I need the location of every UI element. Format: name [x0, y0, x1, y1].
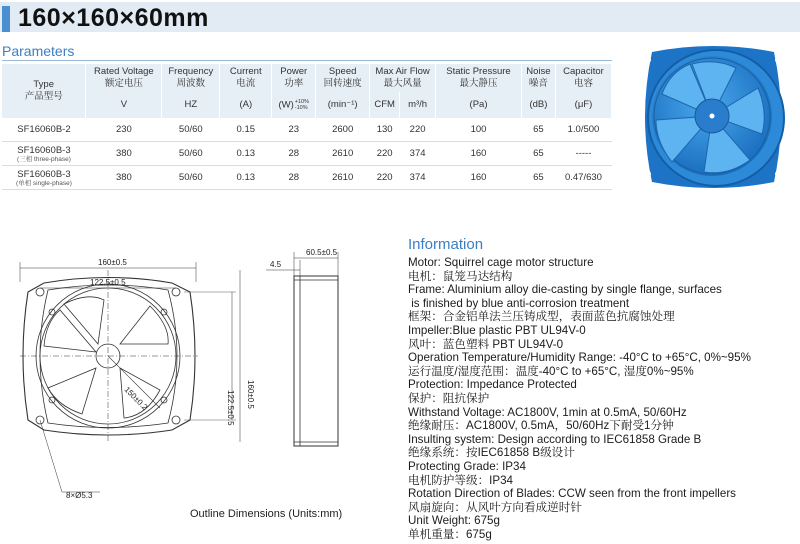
unit-cfm: CFM: [370, 92, 400, 118]
info-line: 绝缘耐压：AC1800V, 0.5mA，50/60Hz下耐受1分钟: [408, 419, 674, 433]
info-line: Protection: Impedance Protected: [408, 378, 577, 392]
dim-122-right: 122.5±0.5: [226, 390, 235, 426]
col-noise: Noise 噪音: [521, 64, 555, 92]
info-line: 保护：阻抗保护: [408, 391, 490, 405]
col-airflow: Max Air Flow 最大风量: [370, 64, 436, 92]
info-line: Impeller:Blue plastic PBT UL94V-0: [408, 323, 586, 337]
info-line: 风叶：蓝色塑料 PBT UL94V-0: [408, 337, 564, 351]
info-line: Insulting system: Design according to IEC61858 Grade B: [408, 432, 702, 446]
info-line: 绝缘系统：按IEC61858 B级设计: [408, 446, 575, 460]
unit-pressure: (Pa): [436, 92, 522, 118]
dim-60-side: 60.5±0.5: [306, 248, 338, 257]
information-list: [408, 256, 751, 541]
info-line: Protecting Grade: IP34: [408, 459, 526, 473]
dim-122-top: 122.5±0.5: [90, 278, 126, 287]
info-line: Rotation Direction of Blades: CCW seen from the front impellers: [408, 487, 736, 501]
page-title: 160×160×60mm: [18, 4, 209, 32]
information-heading: Information: [408, 236, 484, 253]
col-speed: Speed 回转速度: [316, 64, 370, 92]
col-current: Current 电流: [220, 64, 272, 92]
info-line: Motor: Squirrel cage motor structure: [408, 256, 594, 269]
col-frequency: Frequency 周波数: [162, 64, 220, 92]
outline-drawing: [0, 240, 400, 544]
col-voltage: Rated Voltage 额定电压: [86, 64, 162, 92]
title-accent: [2, 6, 10, 32]
col-capacitor: Capacitor 电容: [555, 64, 611, 92]
unit-noise: (dB): [521, 92, 555, 118]
info-line: 风扇旋向：从风叶方向看成逆时针: [408, 500, 582, 514]
unit-speed: (min⁻¹): [316, 92, 370, 118]
dim-150-diameter: 150±0.2: [122, 385, 150, 412]
dim-holes: 8×Ø5.3: [66, 491, 93, 500]
col-type: Type 产品型号: [2, 64, 86, 118]
info-line: 电机防护等级：IP34: [408, 473, 514, 487]
info-line: Operation Temperature/Humidity Range: -40°C to +65°C, 0%~95%: [408, 351, 751, 365]
table-row: SF16060B-3 (三相 three-phase) 380 50/60 0.13 28 2610 220 374 160 65 -----: [2, 142, 612, 166]
info-line: 运行温度/湿度范围：温度-40°C to +65°C, 湿度0%~95%: [408, 364, 694, 378]
table-row: SF16060B-3 (单相 single-phase) 380 50/60 0.13 28 2610 220 374 160 65 0.47/630: [2, 166, 612, 190]
unit-capacitor: (μF): [555, 92, 611, 118]
col-pressure: Static Pressure 最大静压: [436, 64, 522, 92]
info-line: is finished by blue anti-corrosion treatment: [408, 296, 630, 310]
dim-160-top: 160±0.5: [98, 258, 127, 267]
parameters-table: [2, 64, 612, 190]
dim-4-5-side: 4.5: [270, 260, 282, 269]
info-line: Frame: Aluminium alloy die-casting by single flange, surfaces: [408, 283, 722, 297]
outline-caption: Outline Dimensions (Units:mm): [190, 508, 343, 520]
unit-m3h: m³/h: [400, 92, 436, 118]
info-line: 单机重量：675g: [408, 527, 492, 541]
parameters-heading: Parameters: [2, 43, 75, 59]
unit-current: (A): [220, 92, 272, 118]
unit-power: (W)+10% -10%: [272, 92, 316, 118]
col-power: Power 功率: [272, 64, 316, 92]
parameters-divider: [2, 60, 612, 61]
table-row: SF16060B-2 230 50/60 0.15 23 2600 130 220 100 65 1.0/500: [2, 118, 612, 142]
unit-frequency: HZ: [162, 92, 220, 118]
info-line: Withstand Voltage: AC1800V, 1min at 0.5mA, 50/60Hz: [408, 405, 687, 419]
dim-160-right: 160±0.5: [246, 380, 255, 409]
info-line: 电机：鼠笼马达结构: [408, 269, 513, 283]
info-line: 框架：合金铝单法兰压铸成型，表面蓝色抗腐蚀处理: [408, 310, 675, 324]
title-bar: [0, 2, 800, 32]
unit-voltage: V: [86, 92, 162, 118]
info-line: Unit Weight: 675g: [408, 514, 500, 528]
fan-product-photo: [632, 38, 794, 196]
